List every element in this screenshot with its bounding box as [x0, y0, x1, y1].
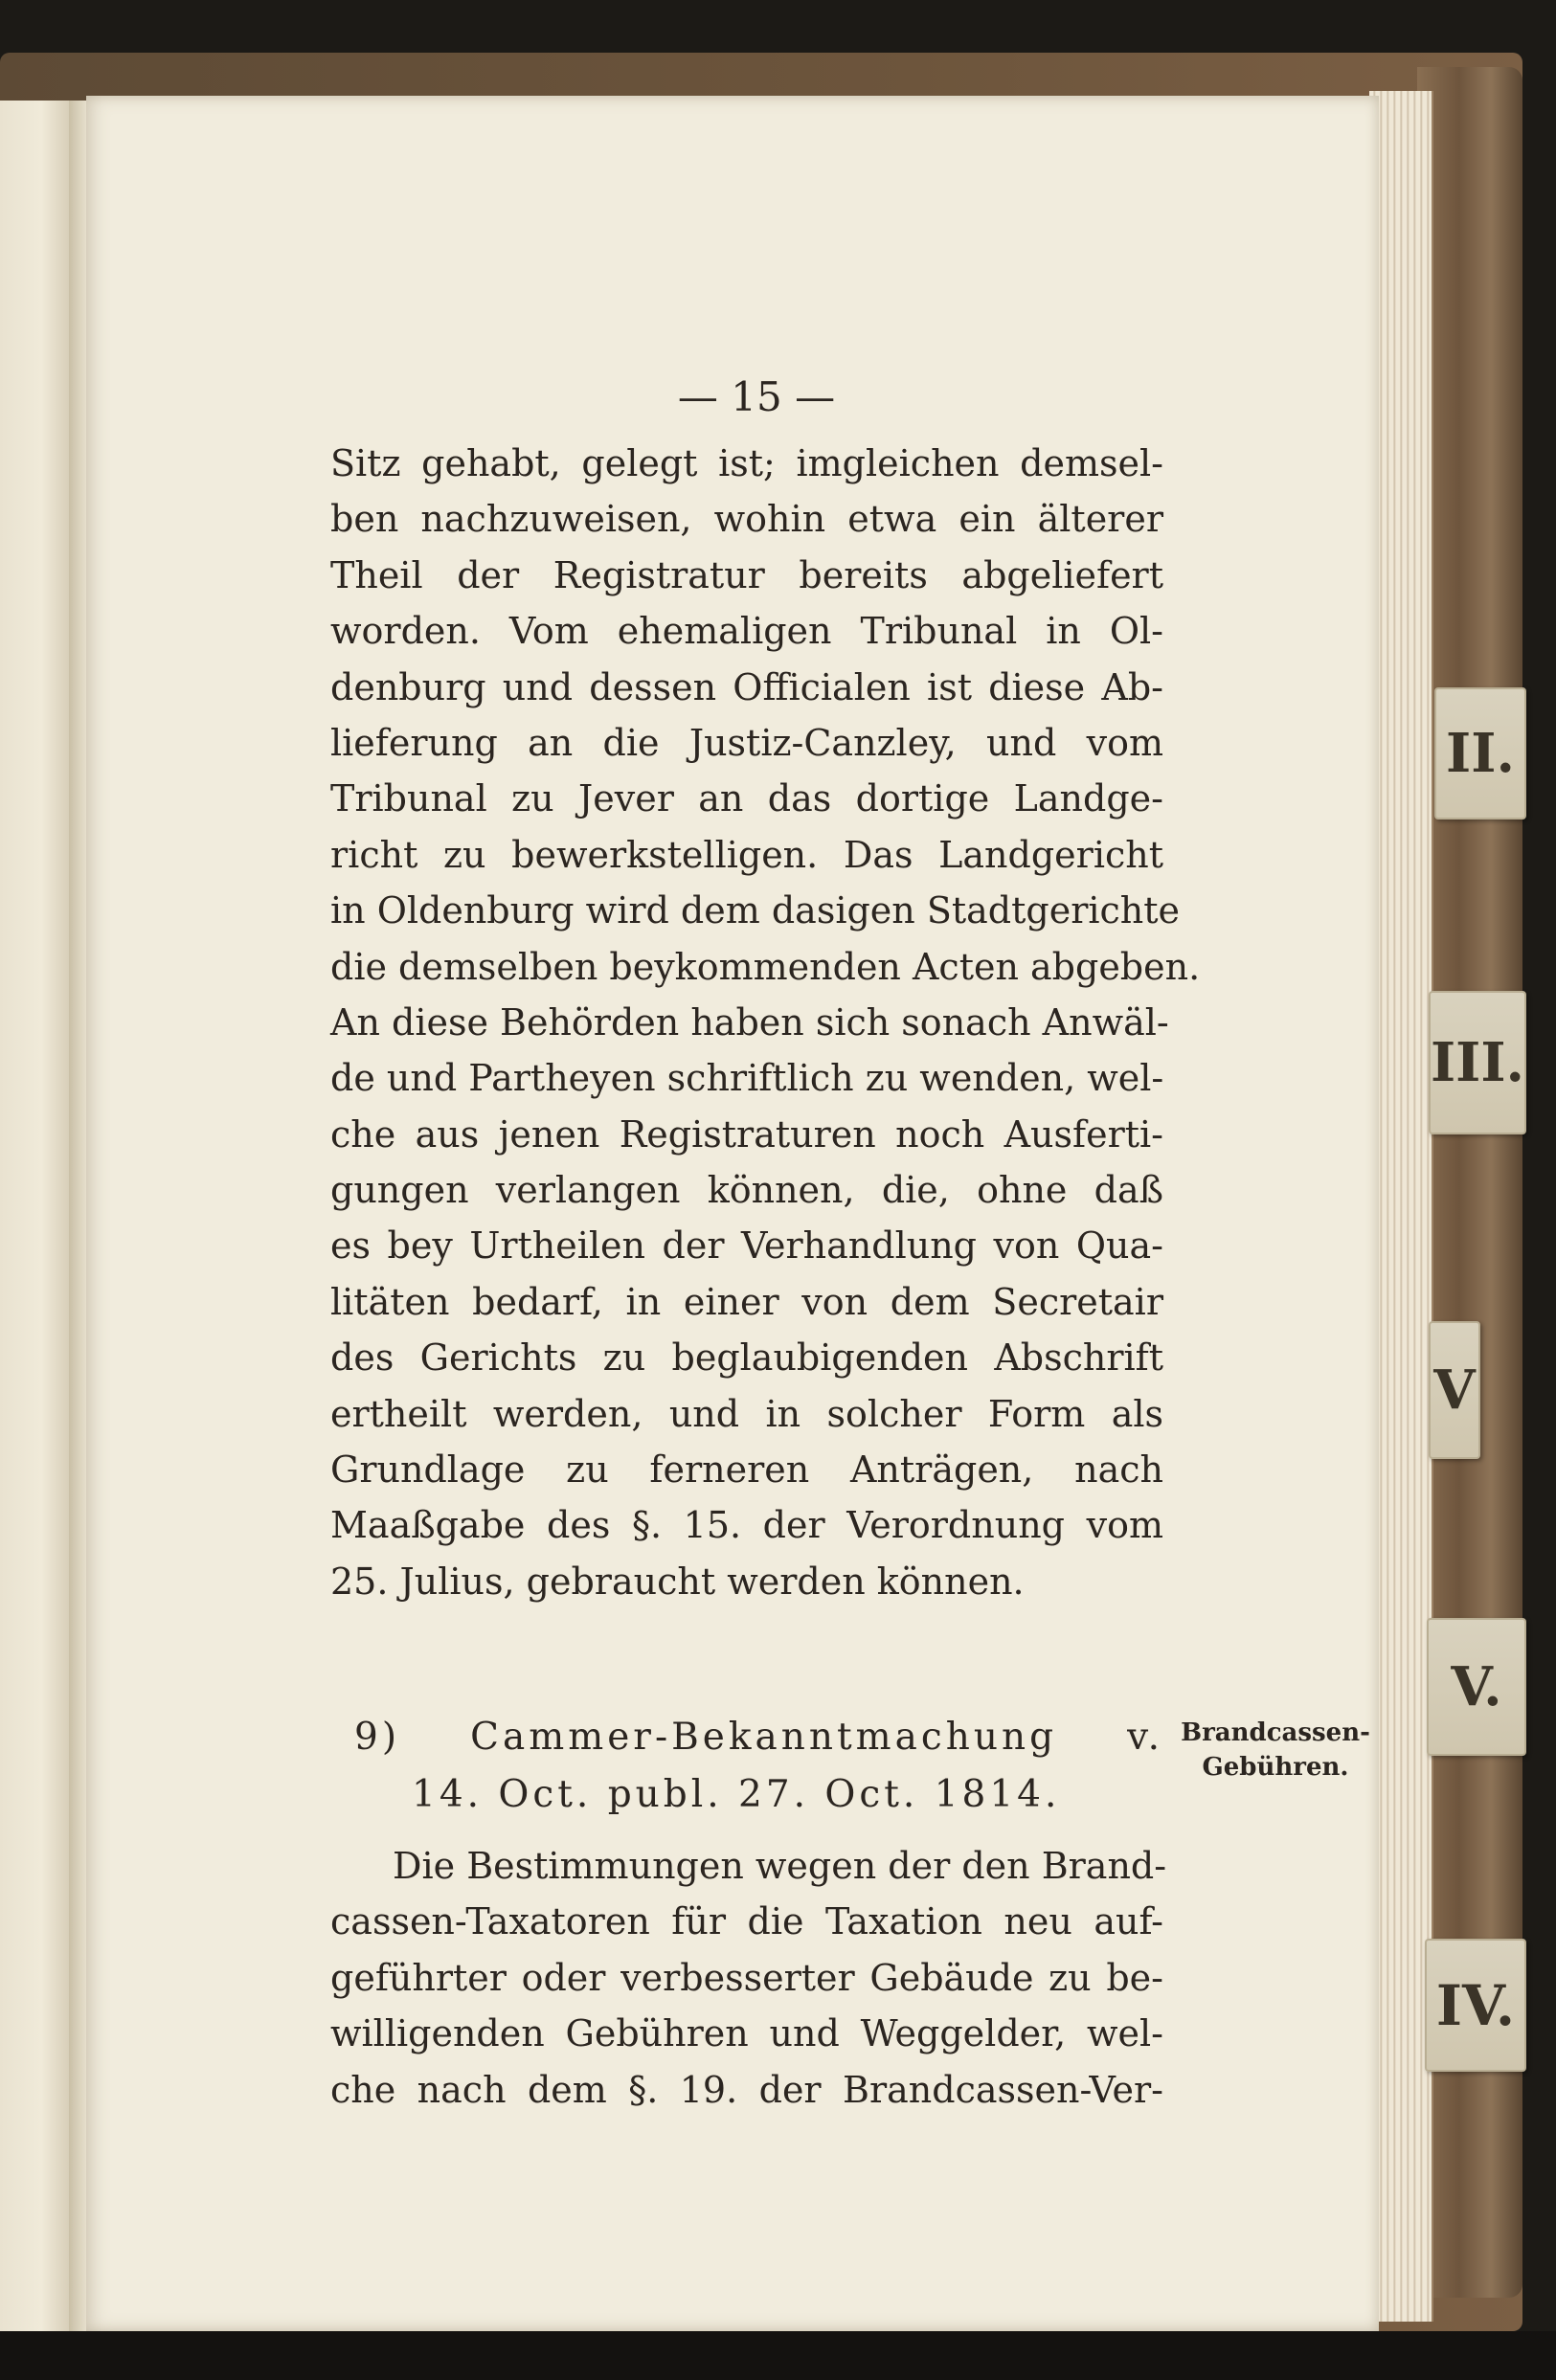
text-line: che aus jenen Registraturen noch Ausferti-: [330, 1112, 1163, 1156]
text-line: des Gerichts zu beglaubigenden Abschrift: [330, 1336, 1163, 1380]
text-line: richt zu bewerkstelligen. Das Landgericht: [330, 833, 1163, 876]
index-tab-iii[interactable]: III.: [1429, 991, 1526, 1134]
text-line: de und Partheyen schriftlich zu wenden, wel-: [330, 1057, 1164, 1100]
text-line: Sitz gehabt, gelegt ist; imgleichen demsel-: [330, 442, 1163, 484]
margin-note-line-1: Brandcassen-: [1181, 1718, 1370, 1747]
text-line: cassen-Taxatoren für die Taxation neu auf-: [330, 1900, 1163, 1943]
section-heading-line-2: 14. Oct. publ. 27. Oct. 1814.: [412, 1773, 1061, 1816]
margin-note: [1161, 1716, 1390, 1785]
index-tab-v-partial[interactable]: V: [1429, 1321, 1480, 1459]
text-line: lieferung an die Justiz-Canzley, und vom: [330, 721, 1163, 764]
text-line: ertheilt werden, und in solcher Form als: [330, 1392, 1163, 1435]
text-line: es bey Urtheilen der Verhandlung von Qua-: [330, 1224, 1163, 1268]
paragraph-1: [330, 436, 1201, 1609]
book-page: [86, 96, 1379, 2331]
text-line: Die Bestimmungen wegen der den Brand-: [393, 1845, 1167, 1887]
index-tab-iv[interactable]: IV.: [1425, 1939, 1526, 2072]
text-line: Theil der Registratur bereits abgeliefert: [330, 553, 1163, 596]
text-line: die demselben beykommenden Acten abgeben.: [330, 945, 1201, 988]
section-heading: [330, 1709, 1163, 1824]
text-line: che nach dem §. 19. der Brandcassen-Ver-: [330, 2068, 1163, 2111]
text-line: gungen verlangen können, die, ohne daß: [330, 1169, 1163, 1212]
book-gutter: [69, 101, 86, 2331]
index-tab-v[interactable]: V.: [1427, 1618, 1526, 1756]
left-page-edge: [0, 101, 71, 2331]
text-line: in Oldenburg wird dem dasigen Stadtgerichte: [330, 889, 1181, 932]
background-shadow: [0, 2331, 1556, 2380]
text-line: worden. Vom ehemaligen Tribunal in Ol-: [330, 610, 1163, 653]
text-line: 25. Julius, gebraucht werden können.: [330, 1560, 1025, 1603]
text-line: willigenden Gebühren und Weggelder, wel-: [330, 2012, 1163, 2055]
section-heading-line-1: 9) Cammer-Bekanntmachung v.: [354, 1716, 1163, 1759]
text-line: geführter oder verbesserter Gebäude zu be-: [330, 1956, 1163, 1999]
text-line: Grundlage zu ferneren Anträgen, nach: [330, 1448, 1163, 1492]
page-edges: [1369, 91, 1433, 2322]
text-line: denburg und dessen Officialen ist diese Ab-: [330, 665, 1163, 708]
text-line: litäten bedarf, in einer von dem Secretair: [330, 1280, 1163, 1323]
text-line: ben nachzuweisen, wohin etwa ein älterer: [330, 498, 1163, 541]
paragraph-2: [330, 1838, 1167, 2118]
page-number: — 15 —: [677, 373, 836, 420]
margin-note-line-2: Gebühren.: [1202, 1753, 1349, 1782]
text-line: An diese Behörden haben sich sonach Anwäl-: [330, 1000, 1169, 1044]
index-tab-ii[interactable]: II.: [1434, 687, 1526, 820]
text-line: Tribunal zu Jever an das dortige Landge-: [330, 777, 1163, 820]
text-line: Maaßgabe des §. 15. der Verordnung vom: [330, 1504, 1163, 1547]
